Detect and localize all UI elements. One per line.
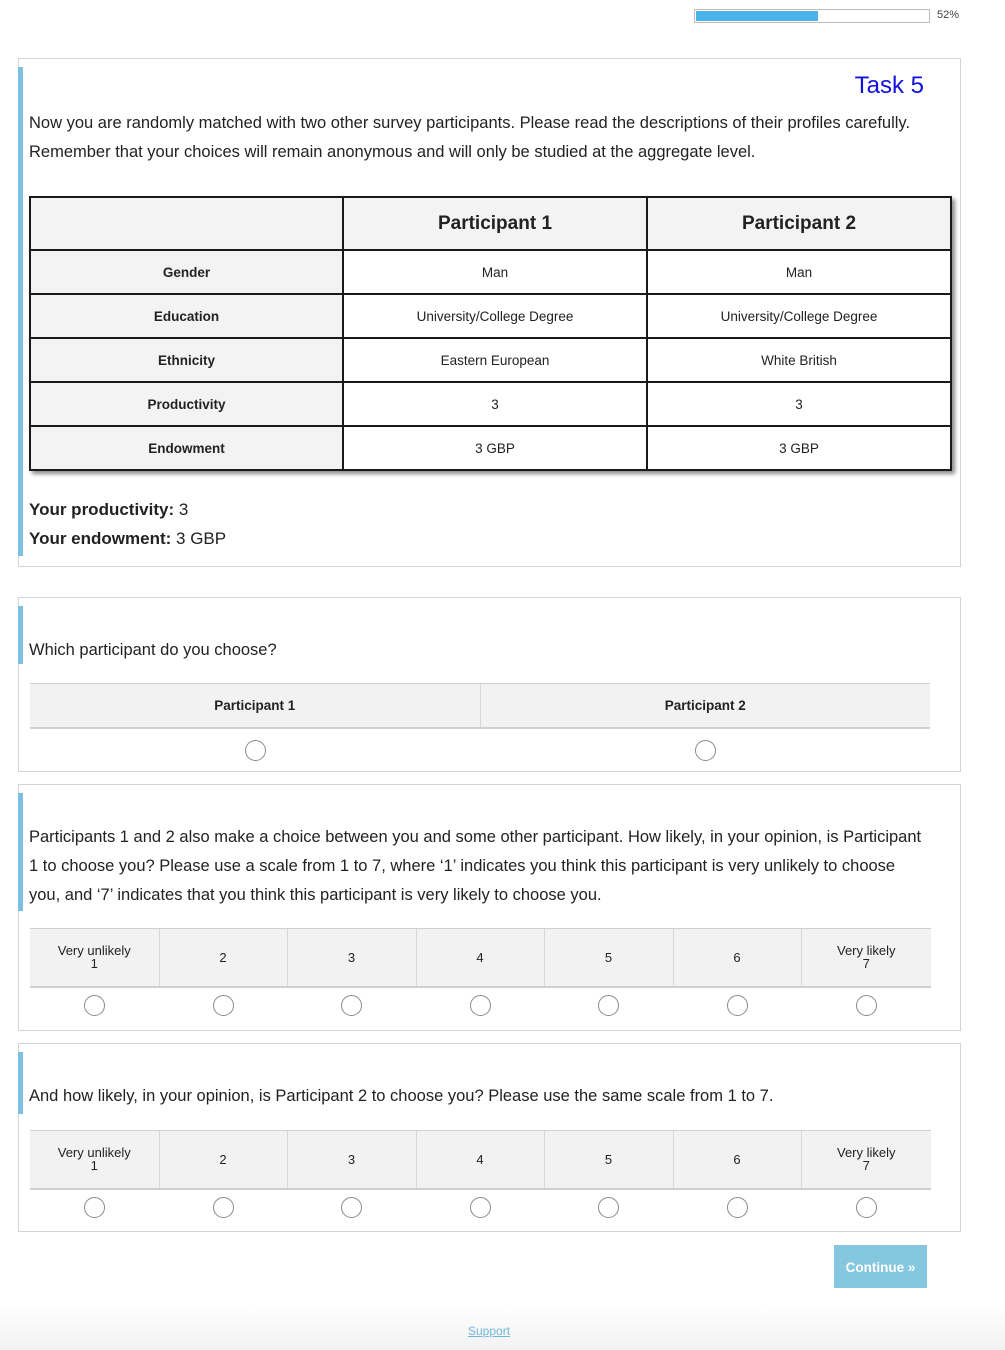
scale-label-very-likely: Very likely <box>836 1145 896 1161</box>
p2-radio-6[interactable] <box>727 1197 748 1218</box>
option-participant-2-label: Participant 2 <box>480 684 930 728</box>
scale-label-very-unlikely: Very unlikely <box>57 1145 131 1161</box>
scale-label-very-likely: Very likely <box>836 943 896 959</box>
scale-radio-cell <box>159 1189 287 1225</box>
scale-point-5: 5 <box>544 929 673 987</box>
header-participant-1: Participant 1 <box>343 197 647 250</box>
cell-p2-ethnicity: White British <box>647 338 951 382</box>
progress-fill <box>696 11 818 21</box>
likelihood-p1-card <box>18 784 961 1031</box>
scale-radio-cell <box>801 987 931 1023</box>
cell-p2-gender: Man <box>647 250 951 294</box>
p1-radio-4[interactable] <box>470 995 491 1016</box>
likelihood-p1-scale <box>30 928 931 1023</box>
option-participant-1-label: Participant 1 <box>30 684 480 728</box>
scale-point-6: 6 <box>673 929 801 987</box>
p2-radio-1[interactable] <box>84 1197 105 1218</box>
card-accent <box>18 793 23 911</box>
your-productivity-label: Your productivity: <box>29 500 175 519</box>
p1-radio-5[interactable] <box>598 995 619 1016</box>
scale-point-7 <box>801 1131 931 1189</box>
your-endowment-label: Your endowment: <box>29 529 172 548</box>
scale-point-1 <box>30 929 159 987</box>
scale-radio-cell <box>287 1189 416 1225</box>
p2-radio-5[interactable] <box>598 1197 619 1218</box>
scale-point-2: 2 <box>159 929 287 987</box>
scale-point-6: 6 <box>673 1131 801 1189</box>
cell-p1-endowment: 3 GBP <box>343 426 647 470</box>
table-row <box>30 338 951 382</box>
scale-point-4: 4 <box>416 929 544 987</box>
row-label-gender: Gender <box>30 250 343 294</box>
table-row <box>30 294 951 338</box>
likelihood-p2-card <box>18 1043 961 1232</box>
row-label-education: Education <box>30 294 343 338</box>
likelihood-p1-question-text: Participants 1 and 2 also make a choice between you and some other participant. How likely, in your opinion, is Participant 1 to choose you? Please use a scale from 1 to 7, where ‘1’ indicates you think this participant is very unlikely to choose you, and ‘7’ indicates that you think this participant is very likely to choose you. <box>29 828 922 904</box>
row-label-ethnicity: Ethnicity <box>30 338 343 382</box>
table-row <box>30 382 951 426</box>
table-row <box>30 426 951 470</box>
p2-radio-2[interactable] <box>213 1197 234 1218</box>
p1-radio-6[interactable] <box>727 995 748 1016</box>
radio-participant-2[interactable] <box>695 740 716 761</box>
p1-radio-1[interactable] <box>84 995 105 1016</box>
scale-point-3: 3 <box>287 929 416 987</box>
card-accent <box>18 606 23 664</box>
p2-radio-4[interactable] <box>470 1197 491 1218</box>
continue-button[interactable]: Continue » <box>834 1245 927 1288</box>
scale-radio-cell <box>30 987 159 1023</box>
p2-radio-7[interactable] <box>856 1197 877 1218</box>
scale-radio-cell <box>30 1189 159 1225</box>
p1-radio-3[interactable] <box>341 995 362 1016</box>
likelihood-p2-question-text: And how likely, in your opinion, is Participant 2 to choose you? Please use the same scale from 1 to 7. <box>29 1087 774 1105</box>
cell-p1-ethnicity: Eastern European <box>343 338 647 382</box>
your-endowment <box>29 529 226 549</box>
scale-radio-cell <box>544 1189 673 1225</box>
row-label-productivity: Productivity <box>30 382 343 426</box>
header-participant-2: Participant 2 <box>647 197 951 250</box>
p2-radio-3[interactable] <box>341 1197 362 1218</box>
scale-point-5: 5 <box>544 1131 673 1189</box>
choose-participant-card <box>18 597 961 772</box>
card-accent <box>18 1052 23 1114</box>
scale-radio-cell <box>801 1189 931 1225</box>
scale-radio-cell <box>673 1189 801 1225</box>
scale-radio-cell <box>544 987 673 1023</box>
radio-participant-1[interactable] <box>245 740 266 761</box>
your-endowment-value: 3 GBP <box>176 529 227 548</box>
choose-table <box>30 683 930 772</box>
task-intro: Now you are randomly matched with two other survey participants. Please read the descriptions of their profiles carefully. Remember that your choices will remain anonymous and will only be studied at the aggregate level. <box>29 114 911 161</box>
scale-num-7: 7 <box>862 956 870 972</box>
scale-point-3: 3 <box>287 1131 416 1189</box>
task-card <box>18 58 961 567</box>
task-title: Task 5 <box>854 72 924 99</box>
p1-radio-2[interactable] <box>213 995 234 1016</box>
scale-point-7 <box>801 929 931 987</box>
likelihood-p2-scale <box>30 1130 931 1225</box>
your-productivity-value: 3 <box>178 500 189 519</box>
choose-radio-cell <box>30 728 480 772</box>
scale-num-1: 1 <box>90 1158 98 1174</box>
row-label-endowment: Endowment <box>30 426 343 470</box>
your-productivity <box>29 500 188 520</box>
scale-radio-cell <box>159 987 287 1023</box>
scale-radio-cell <box>673 987 801 1023</box>
cell-p1-education: University/College Degree <box>343 294 647 338</box>
cell-p1-gender: Man <box>343 250 647 294</box>
choose-radio-cell <box>480 728 930 772</box>
scale-radio-cell <box>416 987 544 1023</box>
table-row <box>30 250 951 294</box>
cell-p2-productivity: 3 <box>647 382 951 426</box>
cell-p2-endowment: 3 GBP <box>647 426 951 470</box>
scale-radio-cell <box>287 987 416 1023</box>
card-accent <box>18 67 23 556</box>
choose-question-text: Which participant do you choose? <box>29 641 277 659</box>
profile-table-corner <box>30 197 343 250</box>
scale-label-very-unlikely: Very unlikely <box>57 943 131 959</box>
p1-radio-7[interactable] <box>856 995 877 1016</box>
scale-radio-cell <box>416 1189 544 1225</box>
scale-point-4: 4 <box>416 1131 544 1189</box>
scale-point-1 <box>30 1131 159 1189</box>
progress-bar <box>694 9 930 23</box>
progress-percent: 52% <box>937 9 960 21</box>
profile-table <box>29 196 952 471</box>
support-link[interactable]: Support <box>468 1324 511 1338</box>
scale-num-7: 7 <box>862 1158 870 1174</box>
scale-point-2: 2 <box>159 1131 287 1189</box>
cell-p2-education: University/College Degree <box>647 294 951 338</box>
scale-num-1: 1 <box>90 956 98 972</box>
cell-p1-productivity: 3 <box>343 382 647 426</box>
